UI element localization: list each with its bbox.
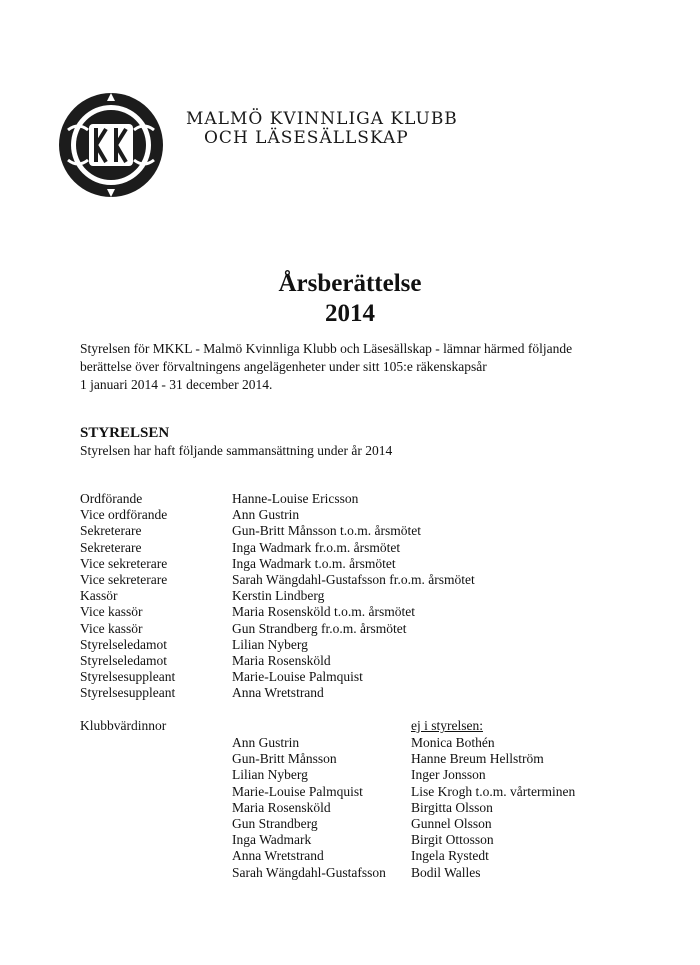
board-role: Vice sekreterare — [80, 555, 168, 571]
board-role: Styrelseledamot — [80, 653, 167, 669]
board-member: Maria Rosensköld t.o.m. årsmötet — [232, 604, 415, 620]
board-member: Hanne-Louise Ericsson — [232, 491, 359, 506]
board-row — [80, 523, 640, 539]
board-member: Gun-Britt Månsson t.o.m. årsmötet — [232, 523, 421, 539]
board-member: Inga Wadmark fr.o.m. årsmötet — [232, 539, 401, 555]
board-member: Kerstin Lindberg — [232, 588, 325, 604]
host-other-member: Ingela Rystedt — [411, 848, 489, 864]
board-role: Vice ordförande — [80, 507, 168, 523]
board-table — [80, 491, 640, 702]
section-subheading: Styrelsen har haft följande sammansättning under år 2014 — [80, 443, 393, 458]
host-other-member: Bodil Walles — [411, 864, 481, 880]
board-role: Styrelsesuppleant — [80, 669, 176, 685]
board-row — [80, 507, 640, 523]
host-board-member: Maria Rosensköld — [232, 799, 331, 815]
board-row — [80, 669, 640, 685]
board-role: Ordförande — [80, 491, 143, 506]
club-hosts-label: Klubbvärdinnor — [80, 718, 167, 733]
host-board-member: Sarah Wängdahl-Gustafsson — [232, 864, 386, 880]
club-logo-icon — [56, 90, 166, 200]
board-member: Gun Strandberg fr.o.m. årsmötet — [232, 620, 407, 636]
board-row — [80, 653, 640, 669]
intro-paragraph — [80, 340, 640, 394]
host-other-member: Inger Jonsson — [411, 767, 486, 783]
hosts-row — [232, 767, 575, 783]
board-row — [80, 556, 640, 572]
host-other-member: Birgitta Olsson — [411, 799, 493, 815]
host-board-member: Anna Wretstrand — [232, 848, 324, 864]
board-role: Vice kassör — [80, 620, 143, 636]
board-role: Vice sekreterare — [80, 572, 168, 588]
hosts-row — [232, 751, 575, 767]
board-row — [80, 604, 640, 620]
intro-line: berättelse över förvaltningens angelägenheter under sitt 105:e räkenskapsår — [80, 359, 487, 374]
board-role: Styrelseledamot — [80, 636, 167, 652]
board-role: Sekreterare — [80, 539, 142, 555]
board-member: Sarah Wängdahl-Gustafsson fr.o.m. årsmötet — [232, 572, 475, 588]
board-role: Styrelsesuppleant — [80, 685, 176, 701]
host-board-member: Ann Gustrin — [232, 735, 300, 750]
board-row — [80, 572, 640, 588]
board-member: Anna Wretstrand — [232, 685, 324, 701]
board-member: Maria Rosensköld — [232, 653, 331, 669]
not-in-board-label: ej i styrelsen: — [411, 718, 483, 733]
board-member: Ann Gustrin — [232, 507, 300, 523]
board-role: Vice kassör — [80, 604, 143, 620]
host-board-member: Inga Wadmark — [232, 832, 312, 848]
board-member: Inga Wadmark t.o.m. årsmötet — [232, 555, 396, 571]
board-row — [80, 540, 640, 556]
hosts-row — [232, 865, 575, 881]
host-other-member: Hanne Breum Hellström — [411, 751, 544, 767]
board-member: Lilian Nyberg — [232, 636, 308, 652]
club-hosts-table — [232, 735, 575, 881]
organization-name-line2: OCH LÄSESÄLLSKAP — [204, 128, 409, 148]
host-board-member: Gun-Britt Månsson — [232, 751, 337, 767]
board-row — [80, 621, 640, 637]
intro-line: 1 januari 2014 - 31 december 2014. — [80, 377, 273, 392]
board-row — [80, 491, 640, 507]
host-other-member: Lise Krogh t.o.m. vårterminen — [411, 783, 576, 799]
host-board-member: Marie-Louise Palmquist — [232, 783, 363, 799]
board-row — [80, 685, 640, 701]
document-title: Årsberättelse — [278, 270, 422, 297]
intro-line: Styrelsen för MKKL - Malmö Kvinnliga Klubb och Läsesällskap - lämnar härmed följande — [80, 341, 573, 356]
board-role: Kassör — [80, 588, 118, 604]
organization-name — [186, 110, 458, 148]
hosts-row — [232, 832, 575, 848]
hosts-row — [232, 816, 575, 832]
board-member: Marie-Louise Palmquist — [232, 669, 363, 685]
host-other-member: Birgit Ottosson — [411, 832, 494, 848]
section-heading: STYRELSEN — [80, 425, 170, 441]
document-year: 2014 — [325, 300, 375, 327]
host-other-member: Gunnel Olsson — [411, 816, 492, 832]
hosts-row — [232, 848, 575, 864]
host-other-member: Monica Bothén — [411, 735, 495, 750]
board-row — [80, 588, 640, 604]
host-board-member: Gun Strandberg — [232, 816, 318, 832]
hosts-row — [232, 784, 575, 800]
board-row — [80, 637, 640, 653]
board-role: Sekreterare — [80, 523, 142, 539]
hosts-row — [232, 735, 575, 751]
organization-name-line1: MALMÖ KVINNLIGA KLUBB — [186, 109, 458, 129]
hosts-row — [232, 800, 575, 816]
host-board-member: Lilian Nyberg — [232, 767, 308, 783]
